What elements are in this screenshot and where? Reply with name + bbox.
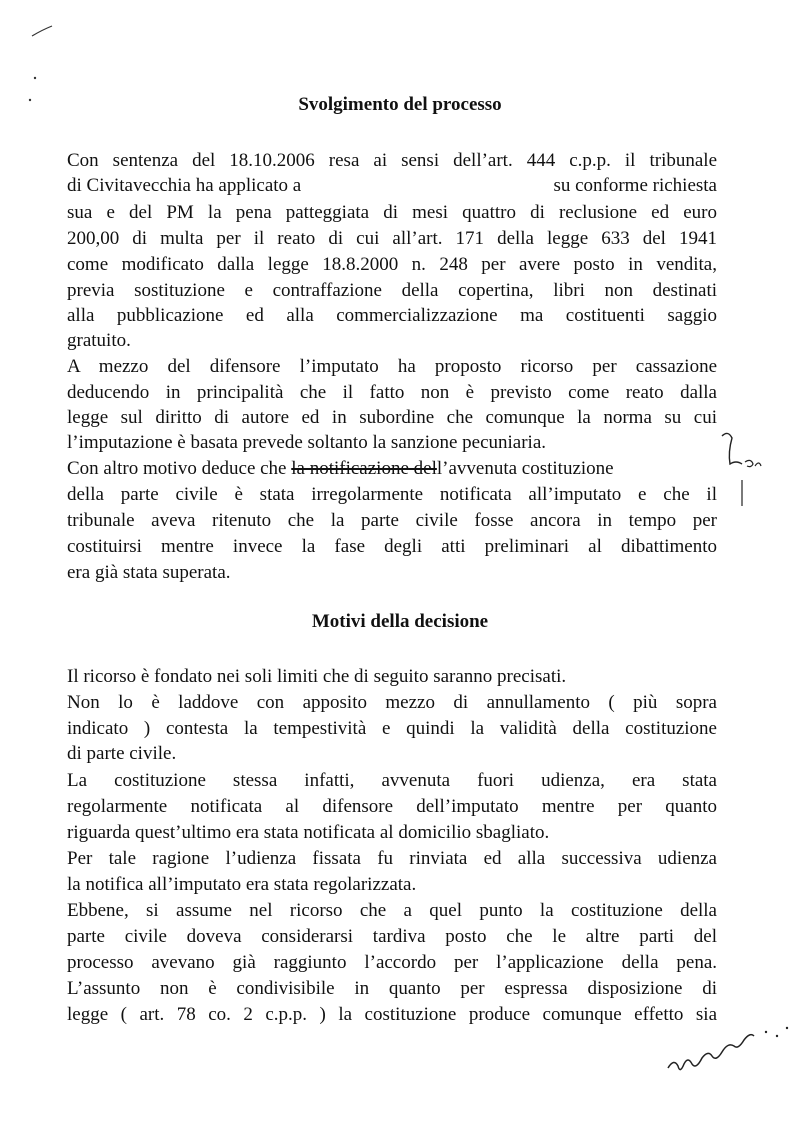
text-line: come modificato dalla legge 18.8.2000 n. 248 per avere posto in vendita,	[67, 254, 717, 275]
text-line: l’imputazione è basata prevede soltanto la sanzione pecuniaria.	[67, 432, 547, 453]
text-line: Con sentenza del 18.10.2006 resa ai sensi dell’art. 444 c.p.p. il tribunale	[67, 150, 717, 171]
text-line: costituirsi mentre invece la fase degli atti preliminari al dibattimento	[67, 536, 717, 557]
text-line: Ebbene, si assume nel ricorso che a quel punto la costituzione della	[67, 900, 717, 921]
text-line: La costituzione stessa infatti, avvenuta fuori udienza, era stata	[67, 770, 717, 791]
text-line-continued: su conforme richiesta	[553, 175, 717, 196]
text-line: Il ricorso è fondato nei soli limiti che di seguito saranno precisati.	[67, 666, 567, 687]
text-line: Per tale ragione l’udienza fissata fu rinviata ed alla successiva udienza	[67, 848, 717, 869]
struck-text: la notificazione del	[291, 458, 437, 479]
text-line: legge ( art. 78 co. 2 c.p.p. ) la costituzione produce comunque effetto sia	[67, 1004, 717, 1025]
text-line: parte civile doveva considerarsi tardiva posto che le altre parti del	[67, 926, 717, 947]
section-heading-motivi: Motivi della decisione	[311, 611, 489, 632]
text-line: alla pubblicazione ed alla commercializzazione ma costituenti saggio	[67, 305, 717, 326]
text-line: tribunale aveva ritenuto che la parte civile fosse ancora in tempo per	[67, 510, 717, 531]
text-line: era già stata superata.	[67, 562, 231, 583]
text-line: legge sul diritto di autore ed in subordine che comunque la norma su cui	[67, 407, 717, 428]
text-line: L’assunto non è condivisibile in quanto per espressa disposizione di	[67, 978, 717, 999]
section-heading-svolgimento: Svolgimento del processo	[298, 94, 502, 115]
text-line: indicato ) contesta la tempestività e quindi la validità della costituzione	[67, 718, 717, 739]
text-line: deducendo in principalità che il fatto non è previsto come reato dalla	[67, 382, 717, 403]
text-line: A mezzo del difensore l’imputato ha proposto ricorso per cassazione	[67, 356, 717, 377]
text-line: riguarda quest’ultimo era stata notificata al domicilio sbagliato.	[67, 822, 550, 843]
text-line: di parte civile.	[67, 743, 177, 764]
text-line: gratuito.	[67, 330, 131, 351]
text-line: 200,00 di multa per il reato di cui all’art. 171 della legge 633 del 1941	[67, 228, 717, 249]
text-line: la notifica all’imputato era stata regolarizzata.	[67, 874, 417, 895]
text-fragment: l’avvenuta costituzione	[436, 458, 614, 479]
text-line: Non lo è laddove con apposito mezzo di annullamento ( più sopra	[67, 692, 717, 713]
text-line: regolarmente notificata al difensore dell’imputato mentre per quanto	[67, 796, 717, 817]
text-line: previa sostituzione e contraffazione della copertina, libri non destinati	[67, 280, 717, 301]
text-fragment: Con altro motivo deduce che	[67, 458, 292, 479]
text-line: sua e del PM la pena patteggiata di mesi quattro di reclusione ed euro	[67, 202, 717, 223]
text-fragment: di Civitavecchia ha applicato a	[67, 175, 302, 196]
text-line: della parte civile è stata irregolarmente notificata all’imputato e che il	[67, 484, 717, 505]
text-line: processo avevano già raggiunto l’accordo per l’applicazione della pena.	[67, 952, 717, 973]
